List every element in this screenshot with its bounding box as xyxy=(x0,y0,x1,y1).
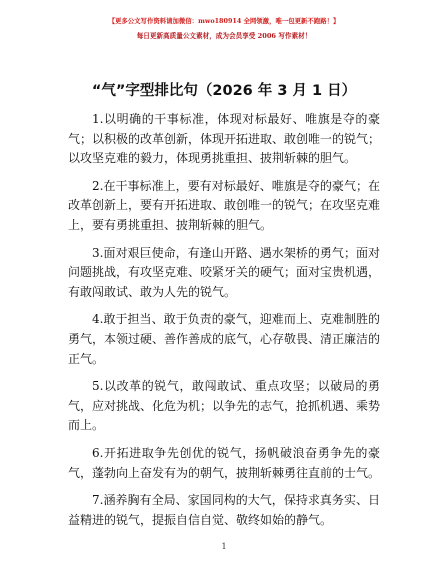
page-number: 1 xyxy=(221,542,227,551)
paragraph-2: 2.在干事标准上，要有对标最好、唯旗是夺的豪气；在改革创新上，要有开拓进取、敢创唯一的锐气；在攻坚克难上，要有勇挑重担、披荆斩棘的胆气。 xyxy=(68,178,381,232)
promo-banner-line-1: 【更多公文写作资料请加微信：mwo180914 全网领激，唯一包更新不跑路！】 xyxy=(108,17,340,25)
promo-banner-line-2: 每日更新高质量公文素材，成为会员享受 2006 写作素材！ xyxy=(136,32,312,40)
paragraph-4: 4.敢于担当、敢于负责的豪气，迎难而上、克难制胜的勇气，本领过硬、善作善成的底气，心存敬畏、清正廉洁的正气。 xyxy=(68,312,381,366)
paragraph-5: 5.以改革的锐气，敢闯敢试、重点攻坚；以破局的勇气，应对挑战、化危为机；以争先的志气，抢抓机遇、乘势而上。 xyxy=(68,379,381,433)
promo-banner xyxy=(84,14,364,44)
paragraph-3: 3.面对艰巨使命，有逢山开路、遇水架桥的勇气；面对问题挑战，有攻坚克难、咬紧牙关的硬气；面对宝贵机遇，有敢闯敢试、敢为人先的锐气。 xyxy=(68,245,381,299)
document-title: “气”字型排比句（2026 年 3 月 1 日） xyxy=(91,83,357,99)
paragraph-1: 1.以明确的干事标准，体现对标最好、唯旗是夺的豪气；以积极的改革创新，体现开拓进取、敢创唯一的锐气；以攻坚克难的毅力，体现勇挑重担、披荆斩棘的胆气。 xyxy=(68,112,381,166)
paragraph-7: 7.涵养胸有全局、家国同构的大气，保持求真务实、日益精进的锐气，提振自信自觉、敬终如始的静气。 xyxy=(68,493,380,527)
document-body xyxy=(68,110,380,538)
paragraph-6: 6.开拓进取争先创优的锐气，扬帆破浪奋勇争先的豪气，蓬勃向上奋发有为的朝气，披荆斩棘勇往直前的士气。 xyxy=(68,445,381,480)
